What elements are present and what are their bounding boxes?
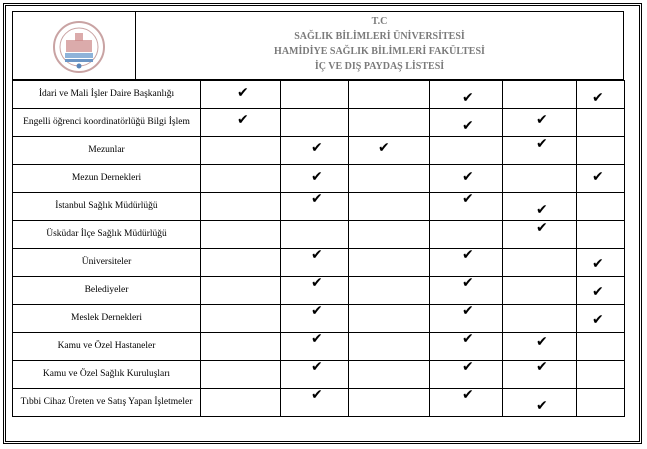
- check-cell: [349, 389, 430, 417]
- checkmark-icon: ✔: [592, 284, 604, 300]
- check-cell: [503, 277, 577, 305]
- header-line-tc: T.C: [371, 16, 388, 27]
- check-cell: [577, 249, 625, 277]
- check-cell: [349, 305, 430, 333]
- checkmark-icon: ✔: [536, 202, 548, 218]
- checkmark-icon: ✔: [536, 220, 548, 236]
- check-cell: [349, 193, 430, 221]
- table-row: [13, 333, 625, 361]
- check-cell: [201, 81, 281, 109]
- check-cell: [577, 165, 625, 193]
- check-cell: [430, 193, 503, 221]
- stakeholder-name: İdari ve Mali İşler Daire Başkanlığı: [13, 81, 201, 109]
- checkmark-icon: ✔: [378, 140, 390, 156]
- header-line-faculty: HAMİDİYE SAĞLIK BİLİMLERİ FAKÜLTESİ: [274, 46, 485, 57]
- check-cell: [349, 277, 430, 305]
- check-cell: [201, 389, 281, 417]
- check-cell: [201, 137, 281, 165]
- check-cell: [503, 221, 577, 249]
- stakeholder-name: Belediyeler: [13, 277, 201, 305]
- stakeholder-name: Üsküdar İlçe Sağlık Müdürlüğü: [13, 221, 201, 249]
- logo-cell: [13, 12, 136, 79]
- stakeholder-name: Üniversiteler: [13, 249, 201, 277]
- check-cell: [281, 165, 349, 193]
- check-cell: [201, 277, 281, 305]
- checkmark-icon: ✔: [311, 140, 323, 156]
- table-row: [13, 165, 625, 193]
- check-cell: [349, 81, 430, 109]
- check-cell: [349, 165, 430, 193]
- check-cell: [349, 221, 430, 249]
- check-cell: [281, 221, 349, 249]
- checkmark-icon: ✔: [462, 359, 474, 375]
- table-row: [13, 277, 625, 305]
- checkmark-icon: ✔: [592, 169, 604, 185]
- check-cell: [201, 221, 281, 249]
- check-cell: [281, 249, 349, 277]
- check-cell: [201, 249, 281, 277]
- check-cell: [281, 305, 349, 333]
- check-cell: [577, 389, 625, 417]
- check-cell: [503, 333, 577, 361]
- check-cell: [503, 193, 577, 221]
- checkmark-icon: ✔: [462, 118, 474, 134]
- document-header: [12, 11, 624, 80]
- check-cell: [503, 305, 577, 333]
- header-line-university: SAĞLIK BİLİMLERİ ÜNİVERSİTESİ: [294, 31, 465, 42]
- check-cell: [201, 193, 281, 221]
- check-cell: [430, 137, 503, 165]
- check-cell: [430, 277, 503, 305]
- check-cell: [349, 361, 430, 389]
- check-cell: [577, 361, 625, 389]
- check-cell: [430, 389, 503, 417]
- check-cell: [577, 221, 625, 249]
- checkmark-icon: ✔: [536, 359, 548, 375]
- checkmark-icon: ✔: [592, 312, 604, 328]
- stakeholder-name: Tıbbi Cihaz Üreten ve Satış Yapan İşletmeler: [13, 389, 201, 417]
- checkmark-icon: ✔: [311, 169, 323, 185]
- university-seal-icon: [51, 20, 107, 74]
- table-row: [13, 221, 625, 249]
- checkmark-icon: ✔: [311, 331, 323, 347]
- check-cell: [349, 333, 430, 361]
- check-cell: [201, 305, 281, 333]
- table-row: [13, 249, 625, 277]
- checkmark-icon: ✔: [311, 191, 323, 207]
- check-cell: [430, 109, 503, 137]
- checkmark-icon: ✔: [592, 90, 604, 106]
- table-row: [13, 361, 625, 389]
- checkmark-icon: ✔: [592, 256, 604, 272]
- checkmark-icon: ✔: [311, 247, 323, 263]
- check-cell: [503, 137, 577, 165]
- check-cell: [430, 249, 503, 277]
- check-cell: [349, 109, 430, 137]
- check-cell: [430, 221, 503, 249]
- check-cell: [430, 361, 503, 389]
- stakeholder-name: İstanbul Sağlık Müdürlüğü: [13, 193, 201, 221]
- checkmark-icon: ✔: [311, 275, 323, 291]
- checkmark-icon: ✔: [311, 387, 323, 403]
- check-cell: [577, 137, 625, 165]
- check-cell: [503, 361, 577, 389]
- checkmark-icon: ✔: [462, 331, 474, 347]
- stakeholder-name: Kamu ve Özel Hastaneler: [13, 333, 201, 361]
- check-cell: [349, 249, 430, 277]
- checkmark-icon: ✔: [462, 191, 474, 207]
- check-cell: [201, 361, 281, 389]
- check-cell: [281, 193, 349, 221]
- check-cell: [201, 333, 281, 361]
- check-cell: [577, 277, 625, 305]
- check-cell: [281, 81, 349, 109]
- checkmark-icon: ✔: [462, 275, 474, 291]
- checkmark-icon: ✔: [536, 112, 548, 128]
- table-row: [13, 389, 625, 417]
- stakeholder-table: [12, 80, 625, 417]
- check-cell: [577, 109, 625, 137]
- checkmark-icon: ✔: [536, 398, 548, 414]
- checkmark-icon: ✔: [311, 303, 323, 319]
- check-cell: [503, 109, 577, 137]
- check-cell: [201, 165, 281, 193]
- table-row: [13, 109, 625, 137]
- check-cell: [201, 109, 281, 137]
- check-cell: [281, 277, 349, 305]
- check-cell: [430, 165, 503, 193]
- checkmark-icon: ✔: [462, 303, 474, 319]
- checkmark-icon: ✔: [462, 247, 474, 263]
- checkmark-icon: ✔: [462, 90, 474, 106]
- stakeholder-name: Mezun Dernekleri: [13, 165, 201, 193]
- table-row: [13, 305, 625, 333]
- checkmark-icon: ✔: [237, 112, 249, 128]
- table-row: [13, 81, 625, 109]
- check-cell: [430, 81, 503, 109]
- check-cell: [281, 333, 349, 361]
- check-cell: [281, 389, 349, 417]
- check-cell: [503, 389, 577, 417]
- table-row: [13, 137, 625, 165]
- check-cell: [430, 305, 503, 333]
- check-cell: [430, 333, 503, 361]
- check-cell: [349, 137, 430, 165]
- check-cell: [577, 333, 625, 361]
- check-cell: [503, 81, 577, 109]
- header-titles: [136, 12, 623, 79]
- stakeholder-name: Engelli öğrenci koordinatörlüğü Bilgi İşlem: [13, 109, 201, 137]
- table-row: [13, 193, 625, 221]
- stakeholder-name: Mezunlar: [13, 137, 201, 165]
- checkmark-icon: ✔: [462, 387, 474, 403]
- checkmark-icon: ✔: [462, 169, 474, 185]
- stakeholder-name: Meslek Dernekleri: [13, 305, 201, 333]
- check-cell: [281, 109, 349, 137]
- checkmark-icon: ✔: [237, 85, 249, 101]
- check-cell: [503, 165, 577, 193]
- check-cell: [577, 193, 625, 221]
- header-line-list-title: İÇ VE DIŞ PAYDAŞ LİSTESİ: [314, 61, 445, 72]
- checkmark-icon: ✔: [311, 359, 323, 375]
- checkmark-icon: ✔: [536, 334, 548, 350]
- check-cell: [577, 305, 625, 333]
- check-cell: [503, 249, 577, 277]
- stakeholder-name: Kamu ve Özel Sağlık Kuruluşları: [13, 361, 201, 389]
- checkmark-icon: ✔: [536, 136, 548, 152]
- check-cell: [281, 361, 349, 389]
- check-cell: [281, 137, 349, 165]
- check-cell: [577, 81, 625, 109]
